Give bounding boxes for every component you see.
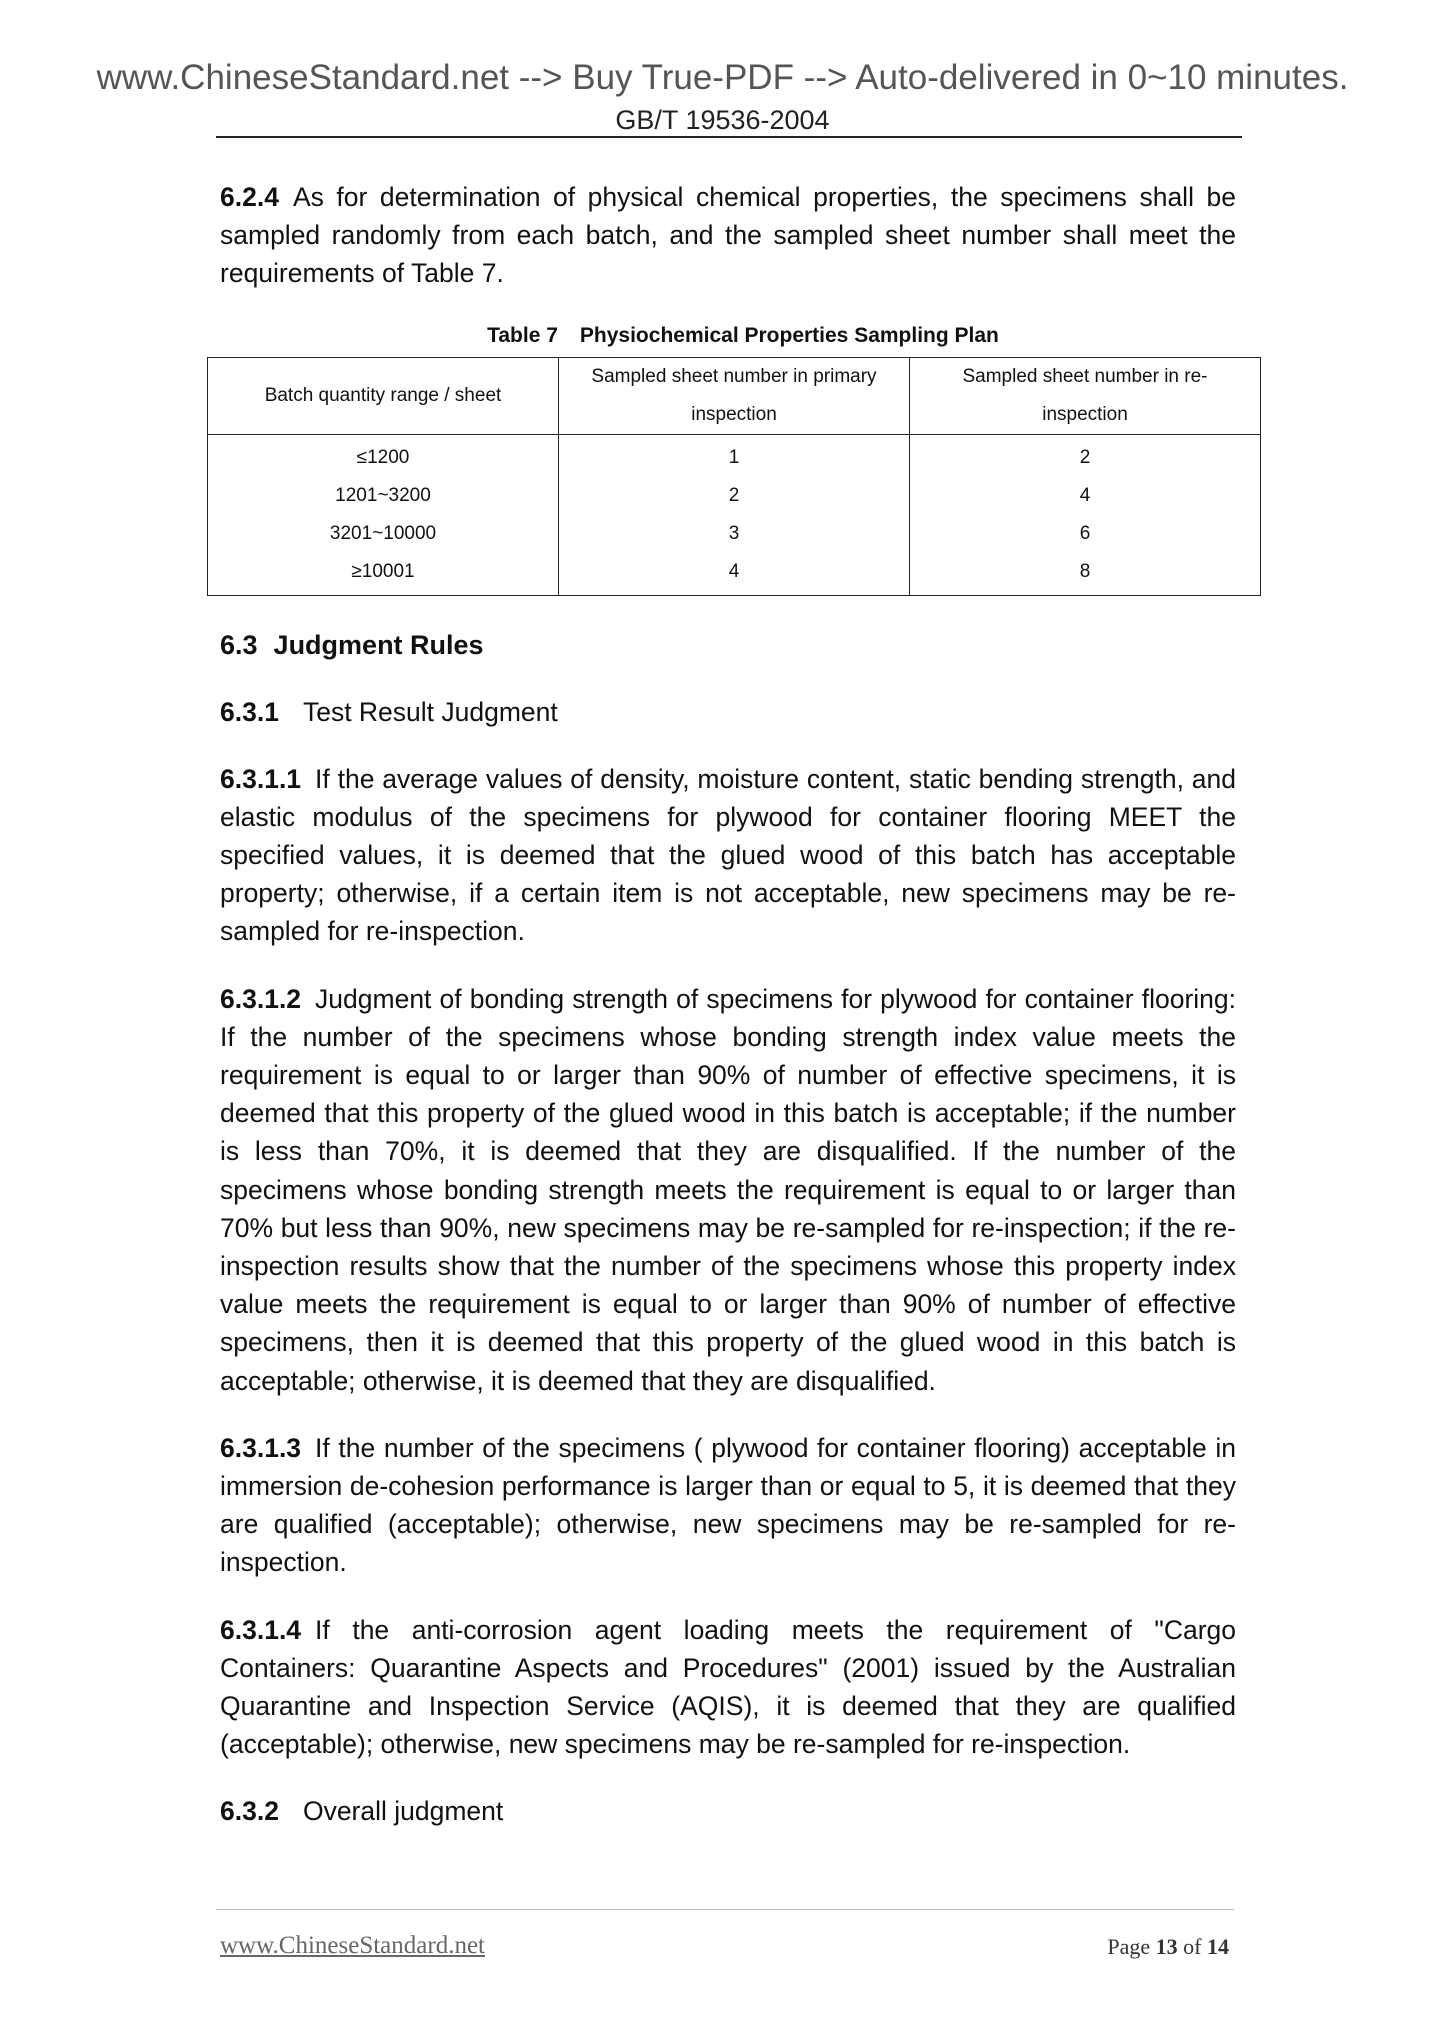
- table-cell: ≤1200: [208, 434, 559, 477]
- subsection-number: 6.3.1: [220, 696, 279, 727]
- table-cell: 4: [559, 553, 910, 596]
- page-content: [220, 178, 1236, 1859]
- clause-6-3-1-3: [220, 1429, 1236, 1582]
- footer-site-link[interactable]: www.ChineseStandard.net: [220, 1932, 485, 1959]
- header-divider: [216, 136, 1242, 138]
- table-row: [208, 434, 1261, 477]
- page-of: of: [1183, 1934, 1202, 1959]
- table-cell: 3201~10000: [208, 515, 559, 553]
- page-word: Page: [1107, 1934, 1151, 1959]
- table-cell: 4: [910, 477, 1261, 515]
- table-cell: ≥10001: [208, 553, 559, 596]
- clause-6-2-4: [220, 178, 1236, 293]
- clause-6-3-1-2: [220, 980, 1236, 1400]
- table-cell: 1201~3200: [208, 477, 559, 515]
- table-row: [208, 477, 1261, 515]
- table-cell: 2: [559, 477, 910, 515]
- column-header-re-inspection: Sampled sheet number in re-inspection: [910, 357, 1261, 434]
- page-number: [1107, 1934, 1229, 1960]
- table-caption: [220, 320, 1236, 352]
- document-code: GB/T 19536-2004: [615, 105, 830, 135]
- table-header-row: [208, 357, 1261, 434]
- clause-number: 6.3.1.3: [220, 1432, 302, 1463]
- subsection-heading-6-3-2: [220, 1792, 1236, 1830]
- table-row: [208, 515, 1261, 553]
- column-header-primary-inspection: Sampled sheet number in primary inspection: [559, 357, 910, 434]
- clause-number: 6.3.1.1: [220, 763, 302, 794]
- table-number: Table 7: [487, 323, 558, 347]
- table-cell: 1: [559, 434, 910, 477]
- sampling-plan-table: [207, 357, 1261, 596]
- table-cell: 6: [910, 515, 1261, 553]
- section-title: Judgment Rules: [273, 629, 484, 660]
- section-heading-6-3: [220, 626, 1236, 664]
- top-banner[interactable]: www.ChineseStandard.net --> Buy True-PDF --> Auto-delivered in 0~10 minutes.: [96, 58, 1349, 97]
- table-cell: 2: [910, 434, 1261, 477]
- page-total: 14: [1207, 1934, 1229, 1959]
- clause-6-3-1-1: [220, 760, 1236, 951]
- subsection-number: 6.3.2: [220, 1796, 279, 1827]
- clause-number: 6.2.4: [220, 182, 279, 212]
- clause-text: Judgment of bonding strength of specimens for plywood for container flooring: If the number of the specimens whose bonding strength index value meets the requirement is equal to or larger than 90% of number of effective specimens, it is deemed that this property of the glued wood in this batch is acceptable; if the number is less than 70%, it is deemed that they are disqualified. If the number of the specimens whose bonding strength meets the requirement is equal to or larger than 70% but less than 90%, new specimens may be re-sampled for re-inspection; if the re-inspection results show that the number of the specimens whose this property index value meets the requirement is equal to or larger than 90% of number of effective specimens, then it is deemed that this property of the glued wood in this batch is acceptable; otherwise, it is deemed that they are disqualified.: [220, 983, 1236, 1396]
- subsection-heading-6-3-1: [220, 693, 1236, 731]
- table-title: Physiochemical Properties Sampling Plan: [579, 323, 999, 347]
- clause-number: 6.3.1.4: [220, 1614, 302, 1645]
- section-number: 6.3: [220, 629, 258, 660]
- column-header-batch-quantity: Batch quantity range / sheet: [208, 357, 559, 434]
- clause-text: If the number of the specimens ( plywood for container flooring) acceptable in immersion de-cohesion performance is larger than or equal to 5, it is deemed that they are qualified (acceptable); otherwise, new specimens may be re-sampled for re-inspection.: [220, 1432, 1236, 1578]
- subsection-title: Overall judgment: [302, 1796, 504, 1827]
- table-cell: 3: [559, 515, 910, 553]
- page-current: 13: [1155, 1934, 1178, 1959]
- clause-number: 6.3.1.2: [220, 983, 302, 1014]
- clause-text: As for determination of physical chemical properties, the specimens shall be sampled randomly from each batch, and the sampled sheet number shall meet the requirements of Table 7.: [220, 182, 1236, 289]
- subsection-title: Test Result Judgment: [302, 696, 558, 727]
- clause-6-3-1-4: [220, 1611, 1236, 1764]
- footer-divider: [216, 1909, 1234, 1910]
- clause-text: If the anti-corrosion agent loading meets the requirement of "Cargo Containers: Quarantine Aspects and Procedures" (2001) issued by the Australian Quarantine and Inspection Service (AQIS), it is deemed that they are qualified (acceptable); otherwise, new specimens may be re-sampled for re-inspection.: [220, 1614, 1236, 1760]
- clause-text: If the average values of density, moisture content, static bending strength, and elastic modulus of the specimens for plywood for container flooring MEET the specified values, it is deemed that the glued wood of this batch has acceptable property; otherwise, if a certain item is not acceptable, new specimens may be re-sampled for re-inspection.: [220, 763, 1236, 947]
- table-row: [208, 553, 1261, 596]
- table-cell: 8: [910, 553, 1261, 596]
